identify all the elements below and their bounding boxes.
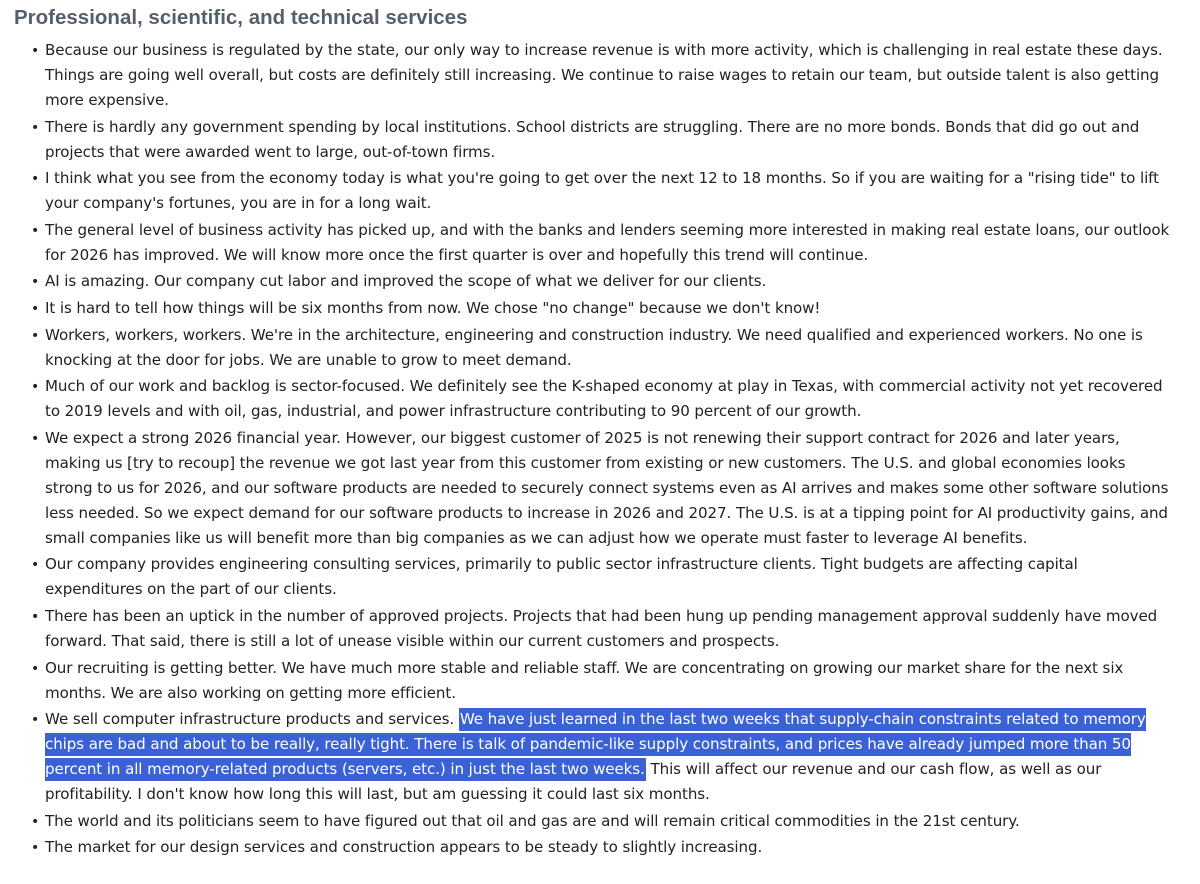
bullet-icon: • <box>31 557 40 574</box>
comment-text: There is hardly any government spending by local institutions. School districts are struggling. There are no more bonds. Bonds that did go out and projects that were awarded went to large, out-of-town firms. <box>45 117 1140 161</box>
bullet-icon: • <box>31 712 40 729</box>
comment-text: The market for our design services and construction appears to be steady to slightly increasing. <box>45 838 763 857</box>
bullet-icon: • <box>31 171 40 188</box>
list-item <box>31 38 1175 113</box>
list-item <box>31 707 1175 807</box>
bullet-icon: • <box>31 379 40 396</box>
comment-text: Our recruiting is getting better. We have much more stable and reliable staff. We are concentrating on growing our market share for the next six months. We are also working on getting more efficient. <box>45 658 1124 702</box>
comment-text: The world and its politicians seem to have figured out that oil and gas are and will remain critical commodities in the 21st century. <box>45 811 1020 830</box>
list-item <box>31 218 1175 268</box>
bullet-icon: • <box>31 274 40 291</box>
list-item <box>31 809 1175 834</box>
comment-list <box>31 38 1175 862</box>
comment-text: We expect a strong 2026 financial year. However, our biggest customer of 2025 is not renewing their support contract for 2026 and later years, making us [try to recoup] the revenue we got last year from this customer from existing or new customers. The U.S. and global economies looks strong to us for 2026, and our software products are needed to securely connect systems even as AI arrives and makes some other software solutions less needed. So we expect demand for our software products to increase in 2026 and 2027. The U.S. is at a tipping point for AI productivity gains, and small companies like us will benefit more than big companies as we can adjust how we operate must faster to leverage AI benefits. <box>45 428 1169 547</box>
bullet-icon: • <box>31 430 40 447</box>
list-item <box>31 604 1175 654</box>
comment-text: The general level of business activity has picked up, and with the banks and lenders seeming more interested in making real estate loans, our outlook for 2026 has improved. We will know more once the first quarter is over and hopefully this trend will continue. <box>45 220 1170 264</box>
list-item <box>31 552 1175 602</box>
comment-text: Our company provides engineering consulting services, primarily to public sector infrastructure clients. Tight budgets are affecting capital expenditures on the part of our clients. <box>45 555 1078 599</box>
section-heading: Professional, scientific, and technical services <box>14 6 468 29</box>
bullet-icon: • <box>31 608 40 625</box>
comment-text: There has been an uptick in the number of approved projects. Projects that had been hung up pending management approval suddenly have moved forward. That said, there is still a lot of unease visible within our current customers and prospects. <box>45 606 1158 650</box>
bullet-icon: • <box>31 840 40 857</box>
bullet-icon: • <box>31 43 40 59</box>
bullet-icon: • <box>31 327 40 344</box>
bullet-icon: • <box>31 222 40 239</box>
comment-text: Workers, workers, workers. We're in the architecture, engineering and construction industry. We need qualified and experienced workers. No one is knocking at the door for jobs. We are unable to grow to meet demand. <box>45 325 1143 369</box>
bullet-icon: • <box>31 813 40 830</box>
comment-text: It is hard to tell how things will be six months from now. We chose "no change" because we don't know! <box>45 298 821 317</box>
list-item <box>31 323 1175 373</box>
list-item <box>31 269 1175 294</box>
selected-text-highlight[interactable]: We have just learned in the last two weeks that supply-chain constraints related to memory chips are bad and about to be really, really tight. There is talk of pandemic-like supply constraints, and prices have already jumped more than 50 percent in all memory-related products (servers, etc.) in just the last two weeks. <box>45 708 1146 781</box>
list-item <box>31 426 1175 551</box>
comment-text: We sell computer infrastructure products and services. <box>45 710 459 729</box>
bullet-icon: • <box>31 660 40 677</box>
list-item <box>31 374 1175 424</box>
comment-text: AI is amazing. Our company cut labor and improved the scope of what we deliver for our clients. <box>45 272 767 291</box>
list-item <box>31 835 1175 860</box>
comment-text: This will affect our revenue and our cash flow, as well as our profitability. I don't know how long this will last, but am guessing it could last six months. <box>45 760 1102 804</box>
bullet-icon: • <box>31 300 40 317</box>
comment-text: Much of our work and backlog is sector-focused. We definitely see the K-shaped economy at play in Texas, with commercial activity not yet recovered to 2019 levels and with oil, gas, industrial, and power infrastructure contributing to 90 percent of our growth. <box>45 377 1163 421</box>
comment-text: I think what you see from the economy today is what you're going to get over the next 12 to 18 months. So if you are waiting for a "rising tide" to lift your company's fortunes, you are in for a long wait. <box>45 169 1159 213</box>
comment-text: Because our business is regulated by the state, our only way to increase revenue is with more activity, which is challenging in real estate these days. Things are going well overall, but costs are definitely still increasing. We continue to raise wages to retain our team, but outside talent is also getting more expensive. <box>45 41 1163 109</box>
list-item <box>31 656 1175 706</box>
list-item <box>31 296 1175 321</box>
list-item <box>31 166 1175 216</box>
bullet-icon: • <box>31 119 40 136</box>
list-item <box>31 115 1175 165</box>
